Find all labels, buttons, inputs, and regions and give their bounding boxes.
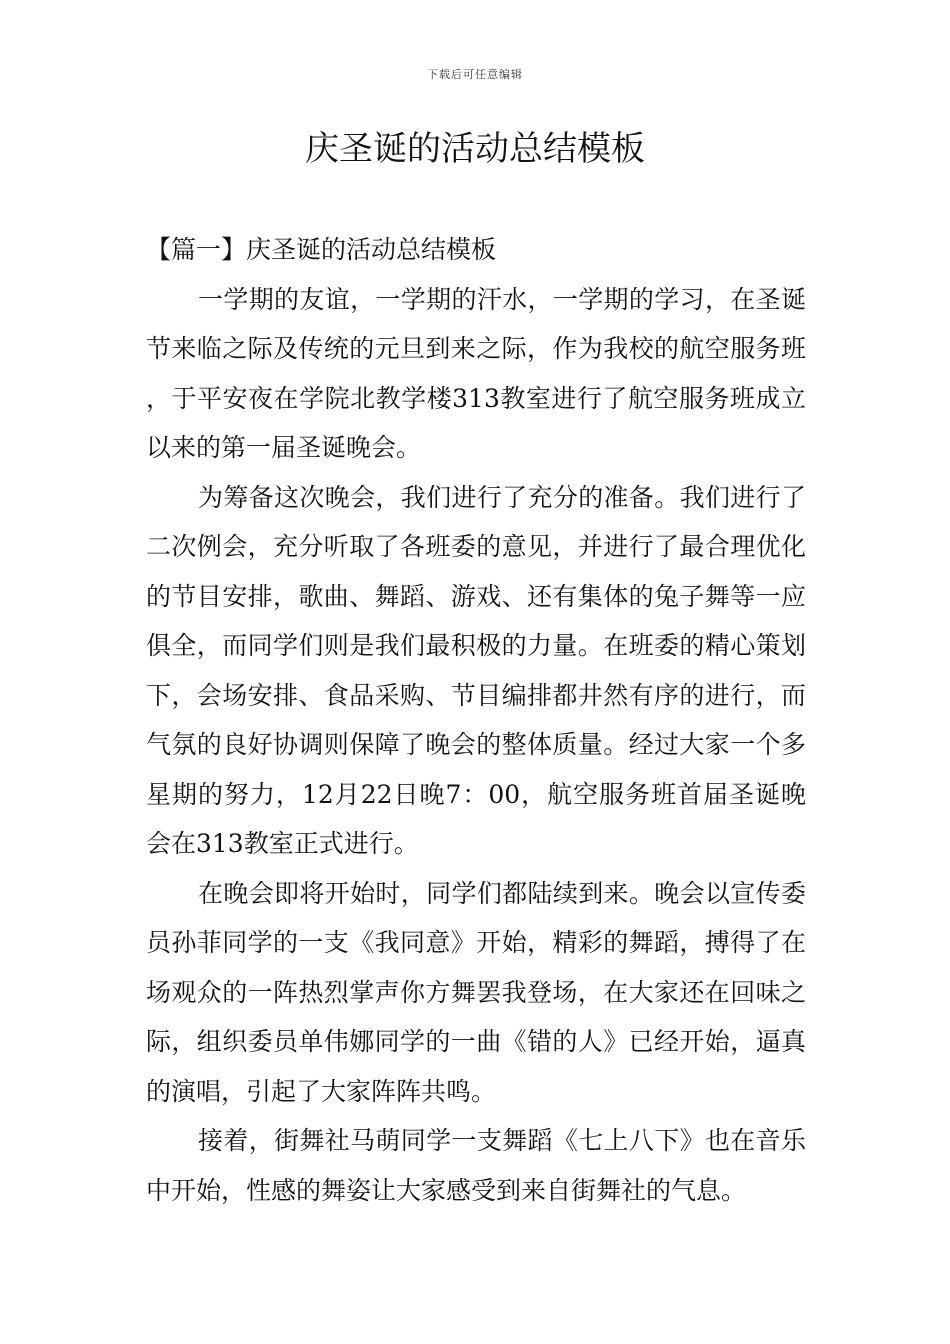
document-body	[146, 225, 806, 1215]
document-title: 庆圣诞的活动总结模板	[305, 129, 645, 169]
header-note: 下载后可任意编辑	[427, 68, 523, 81]
paragraph: 为筹备这次晚会，我们进行了充分的准备。我们进行了二次例会，充分听取了各班委的意见，并进行了最合理优化的节目安排，歌曲、舞蹈、游戏、还有集体的兔子舞等一应俱全，而同学们则是我们最积极的力量。在班委的精心策划下，会场安排、食品采购、节目编排都井然有序的进行，而气氛的良好协调则保障了晚会的整体质量。经过大家一个多星期的努力，12月22日晚7：00，航空服务班首届圣诞晚会在313教室正式进行。	[146, 482, 806, 858]
paragraph: 在晚会即将开始时，同学们都陆续到来。晚会以宣传委员孙菲同学的一支《我同意》开始，精彩的舞蹈，搏得了在场观众的一阵热烈掌声你方舞罢我登场，在大家还在回味之际，组织委员单伟娜同学的一曲《错的人》已经开始，逼真的演唱，引起了大家阵阵共鸣。	[146, 878, 806, 1106]
paragraph: 一学期的友谊，一学期的汗水，一学期的学习，在圣诞节来临之际及传统的元旦到来之际，作为我校的航空服务班，于平安夜在学院北教学楼313教室进行了航空服务班成立以来的第一届圣诞晚会。	[146, 284, 806, 462]
section-heading: 【篇一】庆圣诞的活动总结模板	[146, 235, 497, 264]
paragraph: 接着，街舞社马萌同学一支舞蹈《七上八下》也在音乐中开始，性感的舞姿让大家感受到来自街舞社的气息。	[146, 1126, 806, 1205]
